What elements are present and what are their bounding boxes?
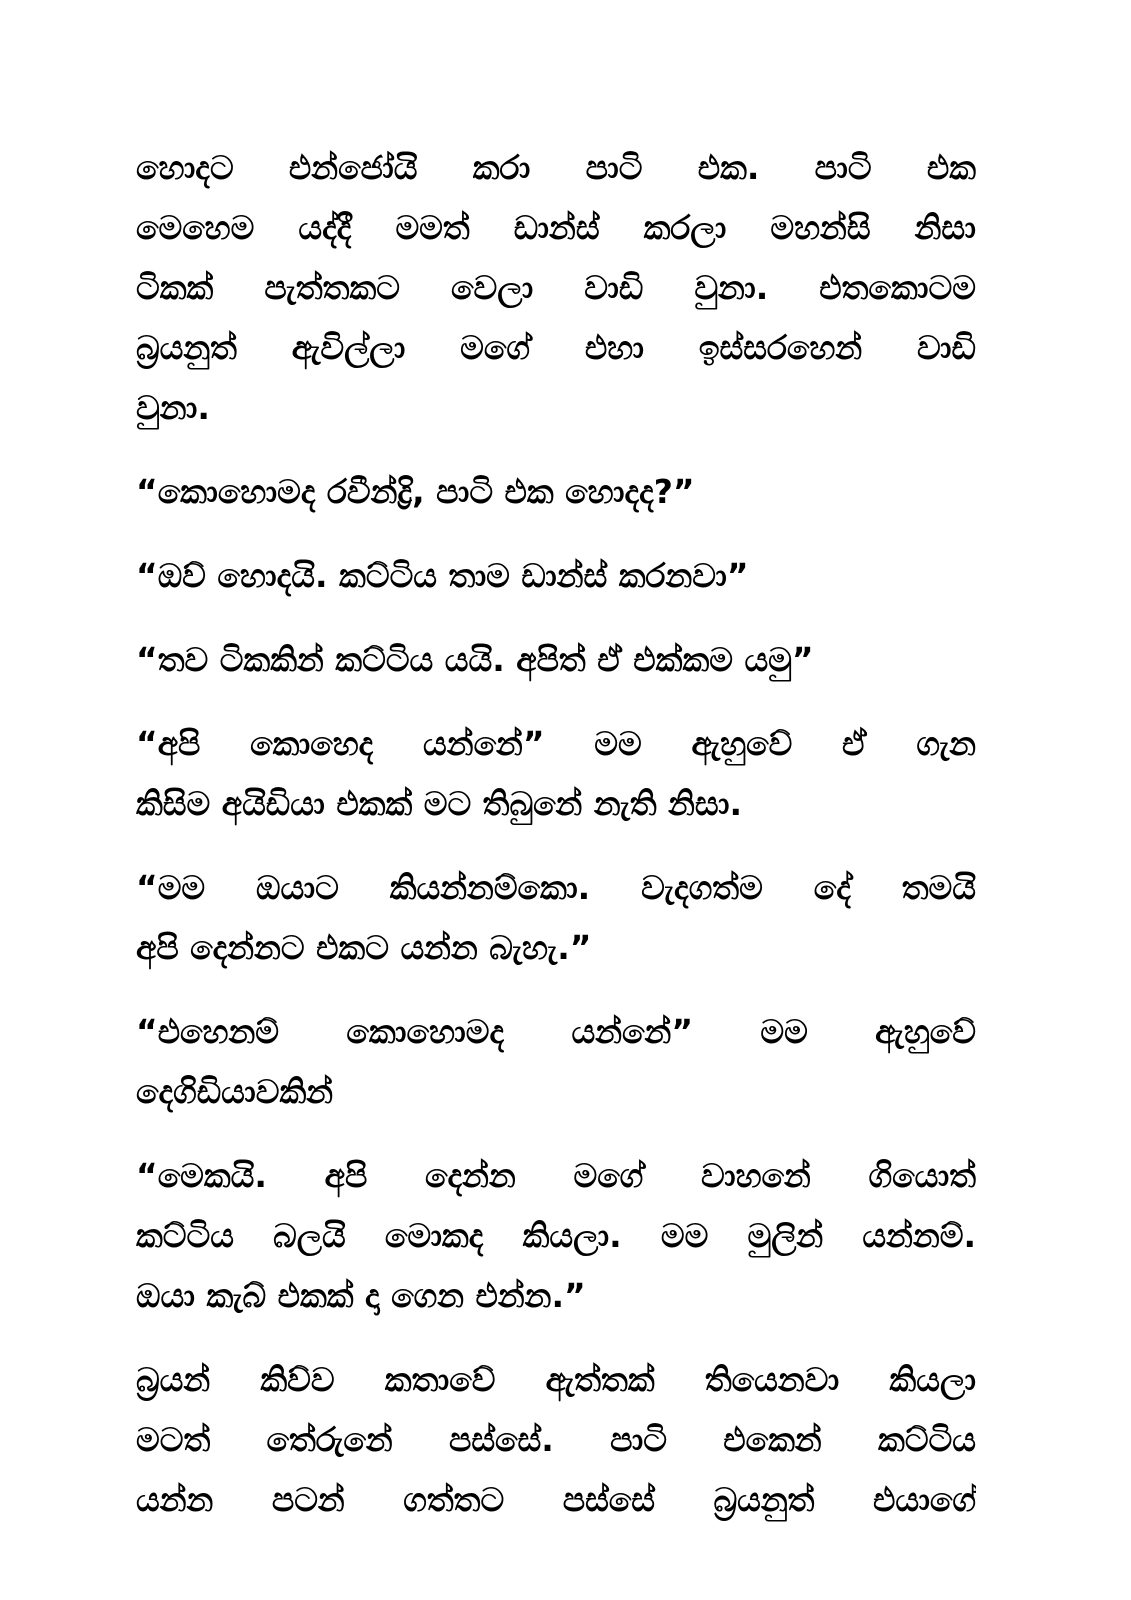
text-line: කිසිම අයිඩියා එකක් මට තිබුනේ නැති නිසා. <box>136 784 743 823</box>
body-text <box>136 138 976 1530</box>
text-line: දෙගිඩියාවකින් <box>136 1072 334 1111</box>
text-line: ටිකක් පැත්තකට වෙලා වාඩි වුනා. එතකොටම <box>136 268 976 307</box>
paragraph-7 <box>136 1002 976 1122</box>
text-line: වුනා. <box>136 388 210 427</box>
text-line: “ඔව් හොදයි. කට්ටිය තාම ඩාන්ස් කරනවා” <box>136 556 749 595</box>
paragraph-6 <box>136 858 976 978</box>
paragraph-1 <box>136 138 976 438</box>
text-line: කට්ටිය බලයි මොකද කියලා. මම මුලින් යන්නම්. <box>136 1216 976 1255</box>
text-line: බ්‍රයනුත් ඇවිල්ලා මගේ එහා ඉස්සරහෙන් වාඩි <box>136 328 976 367</box>
text-line: “කොහොමද රවීන්ද්‍රි, පාටි එක හොදද?” <box>136 472 695 511</box>
text-line: “මම ඔයාට කියන්නම්කො. වැදගත්ම දේ තමයි <box>136 868 976 907</box>
text-line: බ්‍රයන් කිව්ව කතාවේ ඇත්තක් තියෙනවා කියලා <box>136 1360 976 1399</box>
text-line: මෙහෙම යද්දී මමත් ඩාන්ස් කරලා මහන්සි නිසා <box>136 208 976 247</box>
paragraph-8 <box>136 1146 976 1326</box>
text-line: “අපි කොහෙද යන්නේ” මම ඇහුවේ ඒ ගැන <box>136 724 976 763</box>
text-line: “තව ටිකකින් කට්ටිය යයි. අපිත් ඒ එක්කම යමු” <box>136 640 814 679</box>
paragraph-2 <box>136 462 976 522</box>
text-line: අපි දෙන්නට එකට යන්න බැහැ.” <box>136 928 592 967</box>
paragraph-4 <box>136 630 976 690</box>
text-line: යන්න පටන් ගත්තට පස්සේ බ්‍රයනුත් එයාගේ <box>136 1480 976 1519</box>
text-line: හොදට එන්ජෝයි කරා පාටි එක. පාටි එක <box>136 148 976 187</box>
paragraph-5 <box>136 714 976 834</box>
text-line: ඔයා කැබ් එකක් දා ගෙන එන්න.” <box>136 1276 586 1315</box>
text-line: “එහෙනම් කොහොමද යන්නේ” මම ඇහුවේ <box>136 1012 976 1051</box>
text-line: මටත් තේරුනේ පස්සේ. පාටි එකෙන් කට්ටිය <box>136 1420 976 1459</box>
paragraph-9 <box>136 1350 976 1530</box>
text-line: “මෙකයි. අපි දෙන්න මගේ වාහනේ ගියොත් <box>136 1156 976 1195</box>
paragraph-3 <box>136 546 976 606</box>
